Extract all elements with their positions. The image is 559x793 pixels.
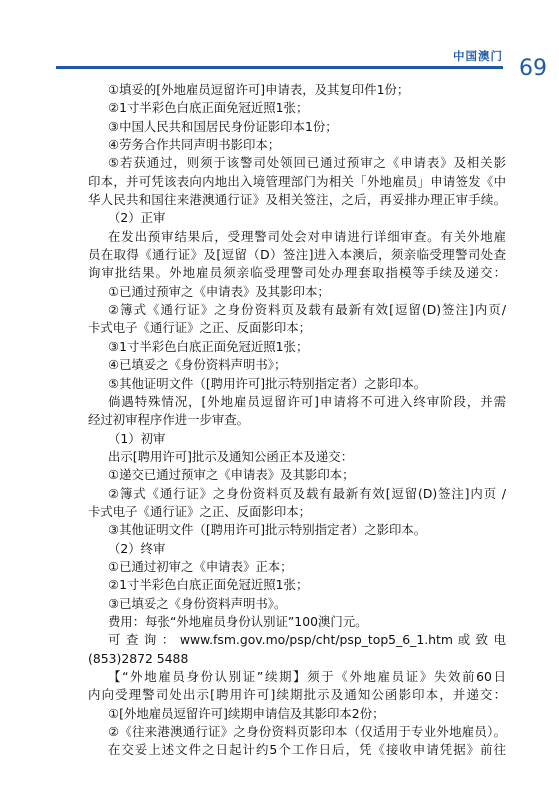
- text-line: ①已通过预审之《申请表》及其影印本；: [108, 283, 330, 299]
- text-line: ①[外地雇员逗留许可]续期申请信及其影印本2份；: [108, 705, 385, 721]
- text-line: 员在取得《通行证》及[逗留（D）签注]进入本澳后，须亲临受理警司处查: [88, 247, 506, 263]
- text-line: ③已填妥之《身份资料声明书》。: [108, 595, 287, 611]
- text-line: ⑤其他证明文件（[聘用许可]批示特别指定者）之影印本。: [108, 375, 427, 391]
- page-header: [0, 0, 559, 80]
- text-line: ④劳务合作共同声明书影印本；: [108, 137, 281, 153]
- text-line: 可 查 询 ： www.fsm.gov.mo/psp/cht/psp_top5_6_1.htm 或 致 电: [108, 632, 506, 648]
- document-body: [88, 81, 506, 760]
- text-line: 经过初审程序作进一步审查。: [88, 412, 250, 428]
- page-number: 69: [519, 56, 547, 81]
- text-line: ⑤若获通过，则须于该警司处领回已通过预审之《申请表》及相关影: [108, 155, 506, 171]
- text-line: ①已通过初审之《申请表》正本；: [108, 558, 293, 574]
- text-line: （2）终审: [108, 540, 166, 556]
- text-line: ①递交已通过预审之《申请表》及其影印本；: [108, 467, 355, 483]
- text-line: 卡式电子《通行证》之正、反面影印本；: [88, 320, 312, 336]
- section-title: 中国澳门: [453, 49, 503, 63]
- text-line: 卡式电子《通行证》之正、反面影印本；: [88, 503, 312, 519]
- text-line: 在发出预审结果后，受理警司处会对申请进行详细审查。有关外地雇: [108, 228, 506, 244]
- text-line: ④已填妥之《身份资料声明书》；: [108, 357, 287, 373]
- text-line: 在交妥上述文件之日起计约5个工作日后，凭《接收申请凭据》前往: [108, 742, 506, 758]
- text-line: ③中国人民共和国居民身份证影印本1份；: [108, 118, 338, 134]
- text-line: 【“外地雇员身份认别证”续期】须于《外地雇员证》失效前60日: [108, 669, 506, 684]
- header-rule: [56, 66, 503, 69]
- text-line: ②《往来港澳通行证》之身份资料页影印本（仅适用于专业外地雇员）。: [108, 724, 506, 740]
- text-line: 内向受理警司处出示[聘用许可]续期批示及通知公函影印本，并递交：: [88, 687, 506, 703]
- text-line: 出示[聘用许可]批示及通知公函正本及递交：: [108, 448, 354, 464]
- text-line: （1）初审: [108, 430, 166, 446]
- text-line: 倘遇特殊情况，[外地雇员逗留许可]申请将不可进入终审阶段，并需: [108, 393, 506, 409]
- text-line: ②簿式《通行证》之身份资料页及载有最新有效[逗留(D)签注]内页/: [108, 302, 506, 318]
- text-line: 费用：每张“外地雇员身份认别证”100澳门元。: [108, 613, 368, 629]
- text-line: ②簿式《通行证》之身份资料页及载有最新有效[逗留(D)签注]内页 /: [108, 485, 506, 501]
- text-line: ②1寸半彩色白底正面免冠近照1张；: [108, 577, 309, 593]
- text-line: 询审批结果。外地雇员须亲临受理警司处办理套取指模等手续及递交：: [88, 265, 506, 281]
- text-line: 华人民共和国往来港澳通行证》及相关签注，之后，再妥排办理正审手续。: [88, 192, 506, 208]
- text-line: (853)2872 5488: [88, 650, 189, 666]
- text-line: （2）正审: [108, 210, 166, 226]
- text-line: ③1寸半彩色白底正面免冠近照1张；: [108, 338, 309, 354]
- text-line: ①填妥的[外地雇员逗留许可]申请表，及其复印件1份；: [108, 82, 410, 97]
- text-line: 印本，并可凭该表向内地出入境管理部门为相关「外地雇员」申请签发《中: [88, 173, 506, 189]
- text-line: ②1寸半彩色白底正面免冠近照1张；: [108, 100, 309, 116]
- text-line: ③其他证明文件（[聘用许可]批示特别指定者）之影印本。: [108, 522, 427, 538]
